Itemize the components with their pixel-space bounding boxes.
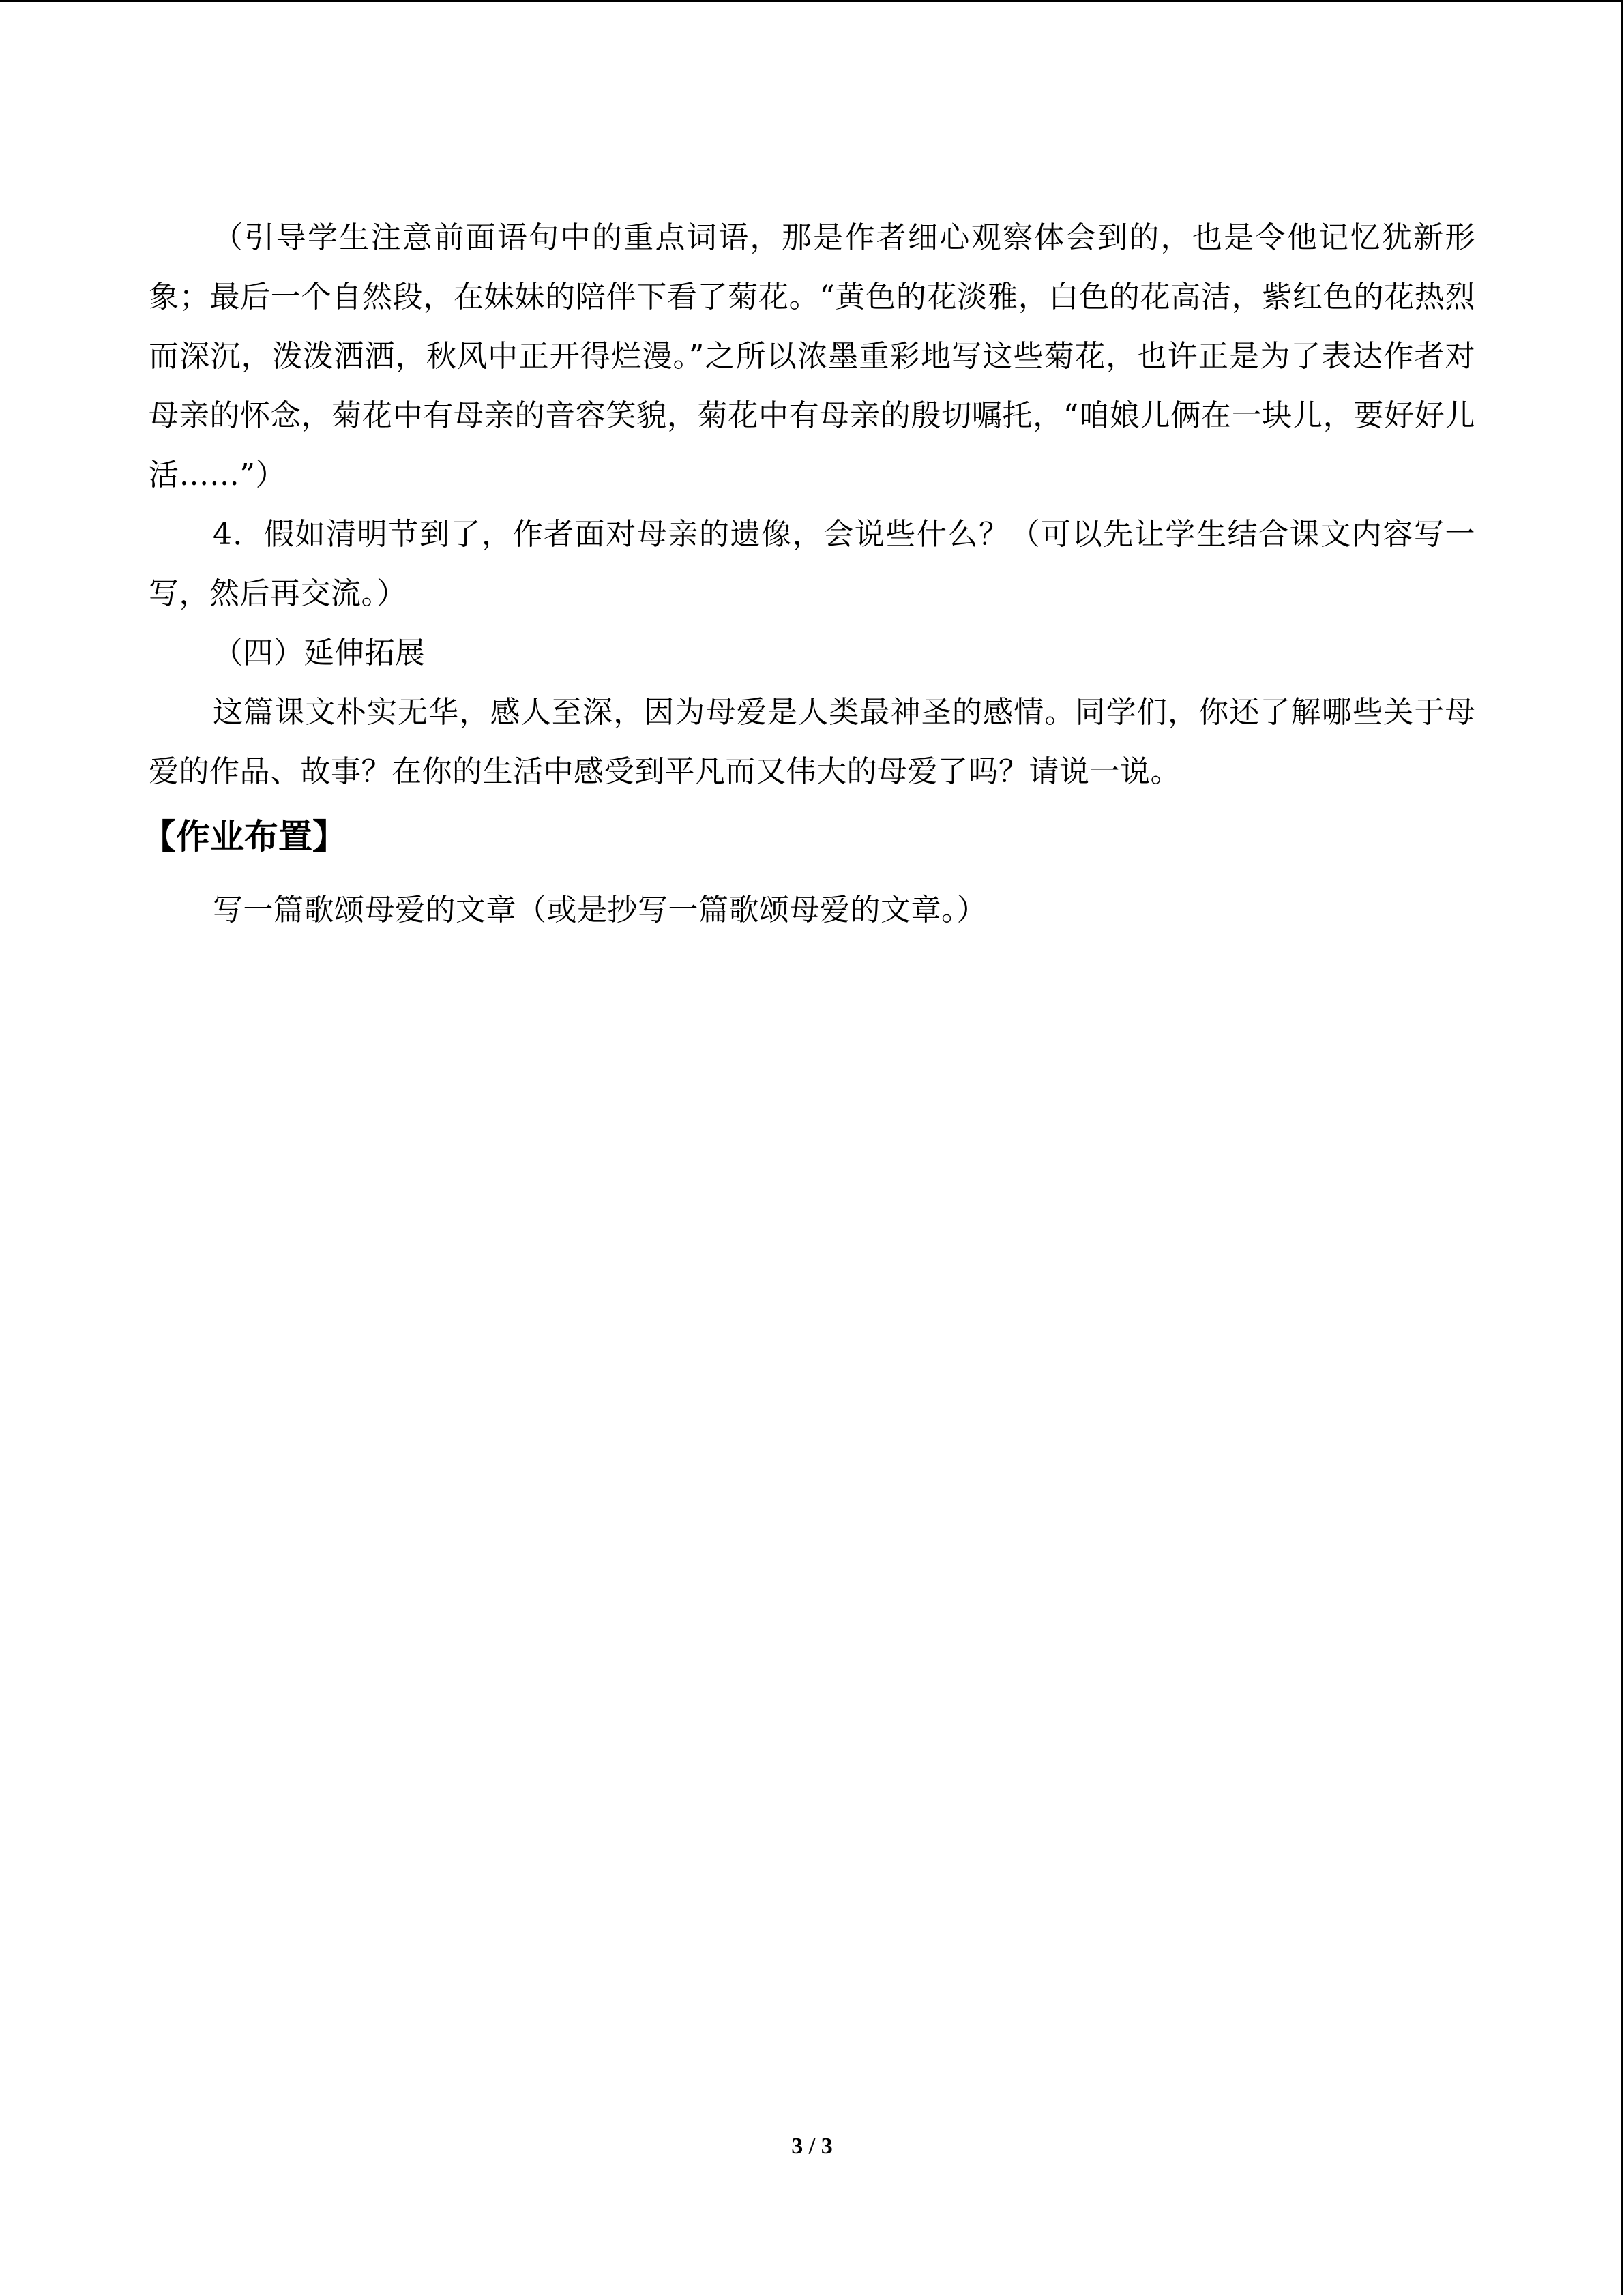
page-number: 3 / 3 [791,2134,833,2159]
paragraph-extension: 这篇课文朴实无华，感人至深，因为母爱是人类最神圣的感情。同学们，你还了解哪些关于母爱的作品、故事？在你的生活中感受到平凡而又伟大的母爱了吗？请说一说。 [149,695,1475,789]
section-title-extension: （四）延伸拓展 [213,636,426,670]
document-body [142,208,1475,940]
homework-heading: 【作业布置】 [142,817,346,856]
homework-text: 写一篇歌颂母爱的文章（或是抄写一篇歌颂母爱的文章。） [213,893,987,927]
paragraph-guidance: （引导学生注意前面语句中的重点词语，那是作者细心观察体会到的，也是令他记忆犹新形象；最后一个自然段，在妹妹的陪伴下看了菊花。“黄色的花淡雅，白色的花高洁，紫红色的花热烈而深沉，泼泼洒洒，秋风中正开得烂漫。”之所以浓墨重彩地写这些菊花，也许正是为了表达作者对母亲的怀念，菊花中有母亲的音容笑貌，菊花中有母亲的殷切嘱托，“咱娘儿俩在一块儿，要好好儿活……”） [149,220,1475,492]
paragraph-question-4: 4．假如清明节到了，作者面对母亲的遗像，会说些什么？（可以先让学生结合课文内容写一写，然后再交流。） [149,517,1475,611]
